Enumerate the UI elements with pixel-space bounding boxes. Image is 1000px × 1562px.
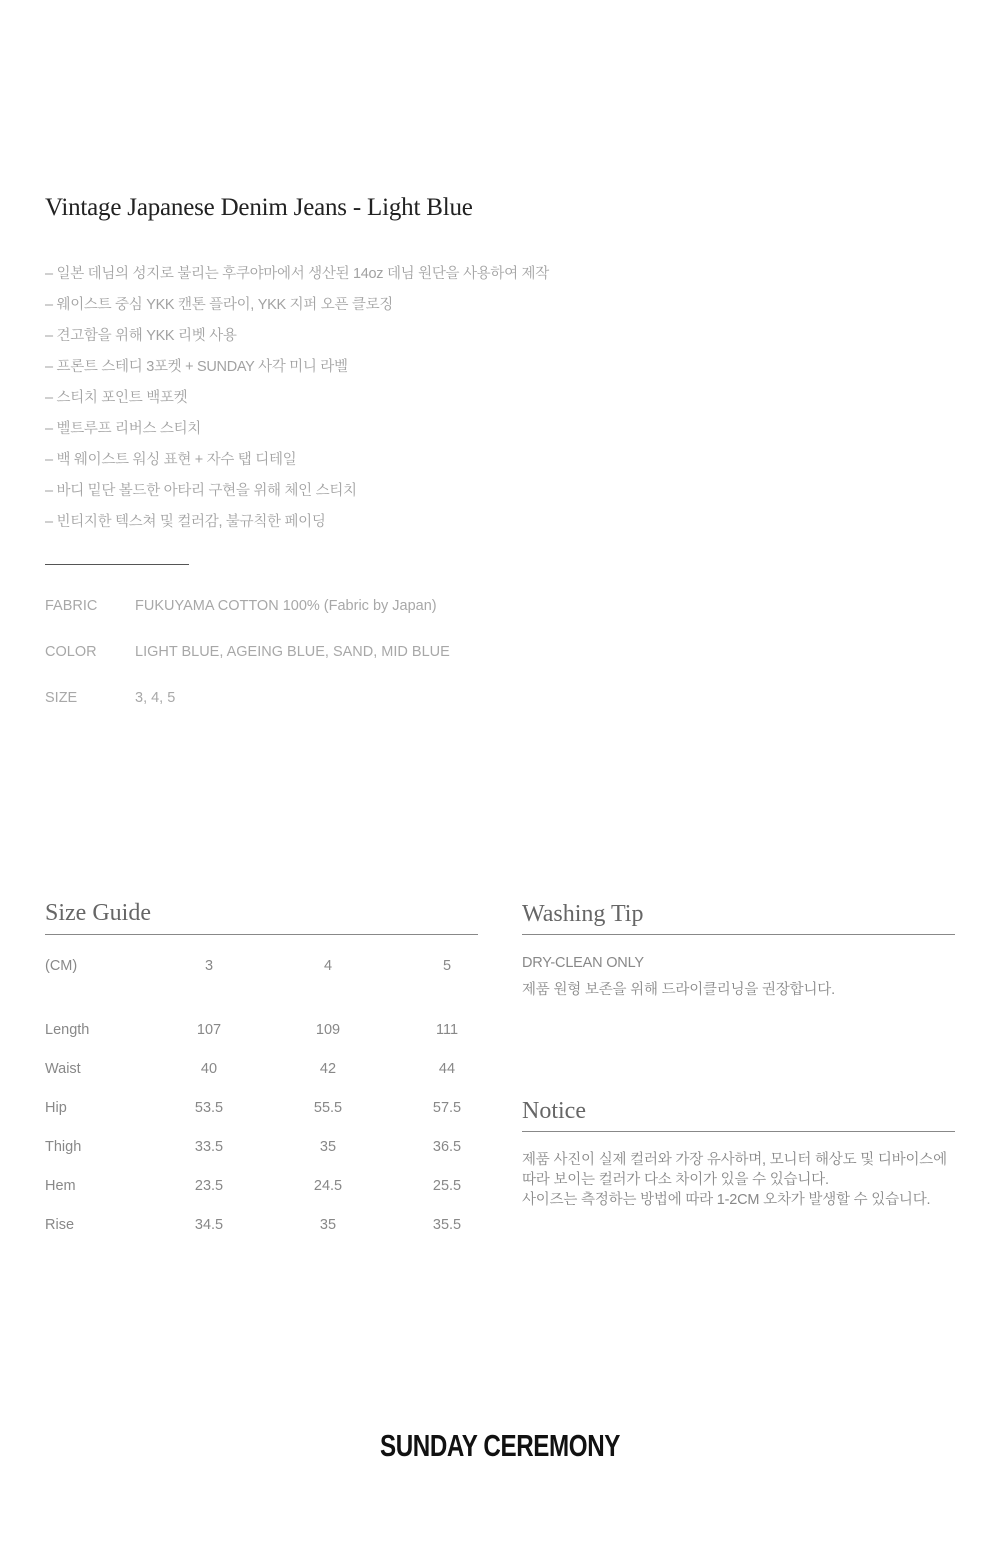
spec-divider <box>45 564 189 565</box>
table-row <box>45 1133 478 1161</box>
feature-item: – 빈티지한 텍스쳐 및 컬러감, 불규칙한 페이딩 <box>45 514 326 530</box>
table-row <box>45 1055 478 1083</box>
spec-fabric-value: FUKUYAMA COTTON 100% (Fabric by Japan) <box>135 598 437 614</box>
size-header-cell: 5 <box>442 958 452 974</box>
table-row <box>45 1172 478 1200</box>
feature-item: – 프론트 스테디 3포켓 + SUNDAY 사각 미니 라벨 <box>45 359 348 375</box>
size-table-header <box>45 952 478 980</box>
size-header-cell: 3 <box>204 958 214 974</box>
size-cell: 36.5 <box>432 1139 462 1155</box>
size-guide-title: Size Guide <box>45 900 151 926</box>
washing-tip-line: 제품 원형 보존을 위해 드라이클리닝을 권장합니다. <box>522 982 835 998</box>
table-row <box>45 1211 478 1239</box>
size-cell: Length <box>45 1022 90 1038</box>
size-cell: 33.5 <box>194 1139 224 1155</box>
size-cell: 42 <box>319 1061 337 1077</box>
spec-color <box>45 640 450 664</box>
size-cell: 55.5 <box>313 1100 343 1116</box>
size-cell: 23.5 <box>194 1178 224 1194</box>
feature-item: – 벨트루프 리버스 스티치 <box>45 421 202 437</box>
product-title: Vintage Japanese Denim Jeans - Light Blue <box>45 194 473 221</box>
notice-rule <box>522 1131 955 1132</box>
feature-item: – 백 웨이스트 워싱 표현 + 자수 탭 디테일 <box>45 452 297 468</box>
feature-item: – 웨이스트 중심 YKK 캔톤 플라이, YKK 지퍼 오픈 클로징 <box>45 297 394 313</box>
size-cell: Hip <box>45 1100 67 1116</box>
size-cell: 35 <box>319 1217 337 1233</box>
spec-size <box>45 686 175 710</box>
size-cell: 57.5 <box>432 1100 462 1116</box>
size-cell: 35.5 <box>432 1217 462 1233</box>
feature-item: – 스티치 포인트 백포켓 <box>45 390 188 406</box>
size-cell: 111 <box>435 1022 459 1038</box>
size-cell: Thigh <box>45 1139 82 1155</box>
spec-size-label: SIZE <box>45 690 78 706</box>
spec-color-label: COLOR <box>45 644 97 660</box>
size-header-cell: (CM) <box>45 958 78 974</box>
size-cell: Rise <box>45 1217 75 1233</box>
feature-item: – 견고함을 위해 YKK 리벳 사용 <box>45 328 237 344</box>
size-cell: 53.5 <box>194 1100 224 1116</box>
notice-title: Notice <box>522 1098 586 1124</box>
size-guide-rule <box>45 934 478 935</box>
spec-fabric-label: FABRIC <box>45 598 98 614</box>
size-cell: 40 <box>200 1061 218 1077</box>
size-cell: 109 <box>315 1022 341 1038</box>
brand-logo: SUNDAY CEREMONY <box>379 1428 621 1463</box>
washing-tip-line: DRY-CLEAN ONLY <box>522 955 644 971</box>
table-row <box>45 1016 478 1044</box>
feature-list <box>45 262 745 541</box>
spec-fabric <box>45 594 437 618</box>
size-cell: Hem <box>45 1178 76 1194</box>
size-cell: 107 <box>196 1022 222 1038</box>
table-row <box>45 1094 478 1122</box>
feature-item: – 바디 밑단 볼드한 아타리 구현을 위해 체인 스티치 <box>45 483 357 499</box>
size-cell: 25.5 <box>432 1178 462 1194</box>
size-cell: 34.5 <box>194 1217 224 1233</box>
size-cell: 35 <box>319 1139 337 1155</box>
size-header-cell: 4 <box>323 958 333 974</box>
size-cell: 24.5 <box>313 1178 343 1194</box>
size-cell: Waist <box>45 1061 81 1077</box>
spec-size-value: 3, 4, 5 <box>135 690 176 706</box>
feature-item: – 일본 데님의 성지로 불리는 후쿠야마에서 생산된 14oz 데님 원단을 사용하여 제작 <box>45 266 549 282</box>
size-cell: 44 <box>438 1061 456 1077</box>
spec-color-value: LIGHT BLUE, AGEING BLUE, SAND, MID BLUE <box>135 644 450 660</box>
notice-line: 사이즈는 측정하는 방법에 따라 1-2CM 오차가 발생할 수 있습니다. <box>522 1192 931 1208</box>
washing-tip-rule <box>522 934 955 935</box>
washing-tip-title: Washing Tip <box>522 901 644 927</box>
notice-line: 제품 사진이 실제 컬러와 가장 유사하며, 모니터 해상도 및 디바이스에 <box>522 1152 947 1168</box>
notice-line: 따라 보이는 컬러가 다소 차이가 있을 수 있습니다. <box>522 1172 829 1188</box>
